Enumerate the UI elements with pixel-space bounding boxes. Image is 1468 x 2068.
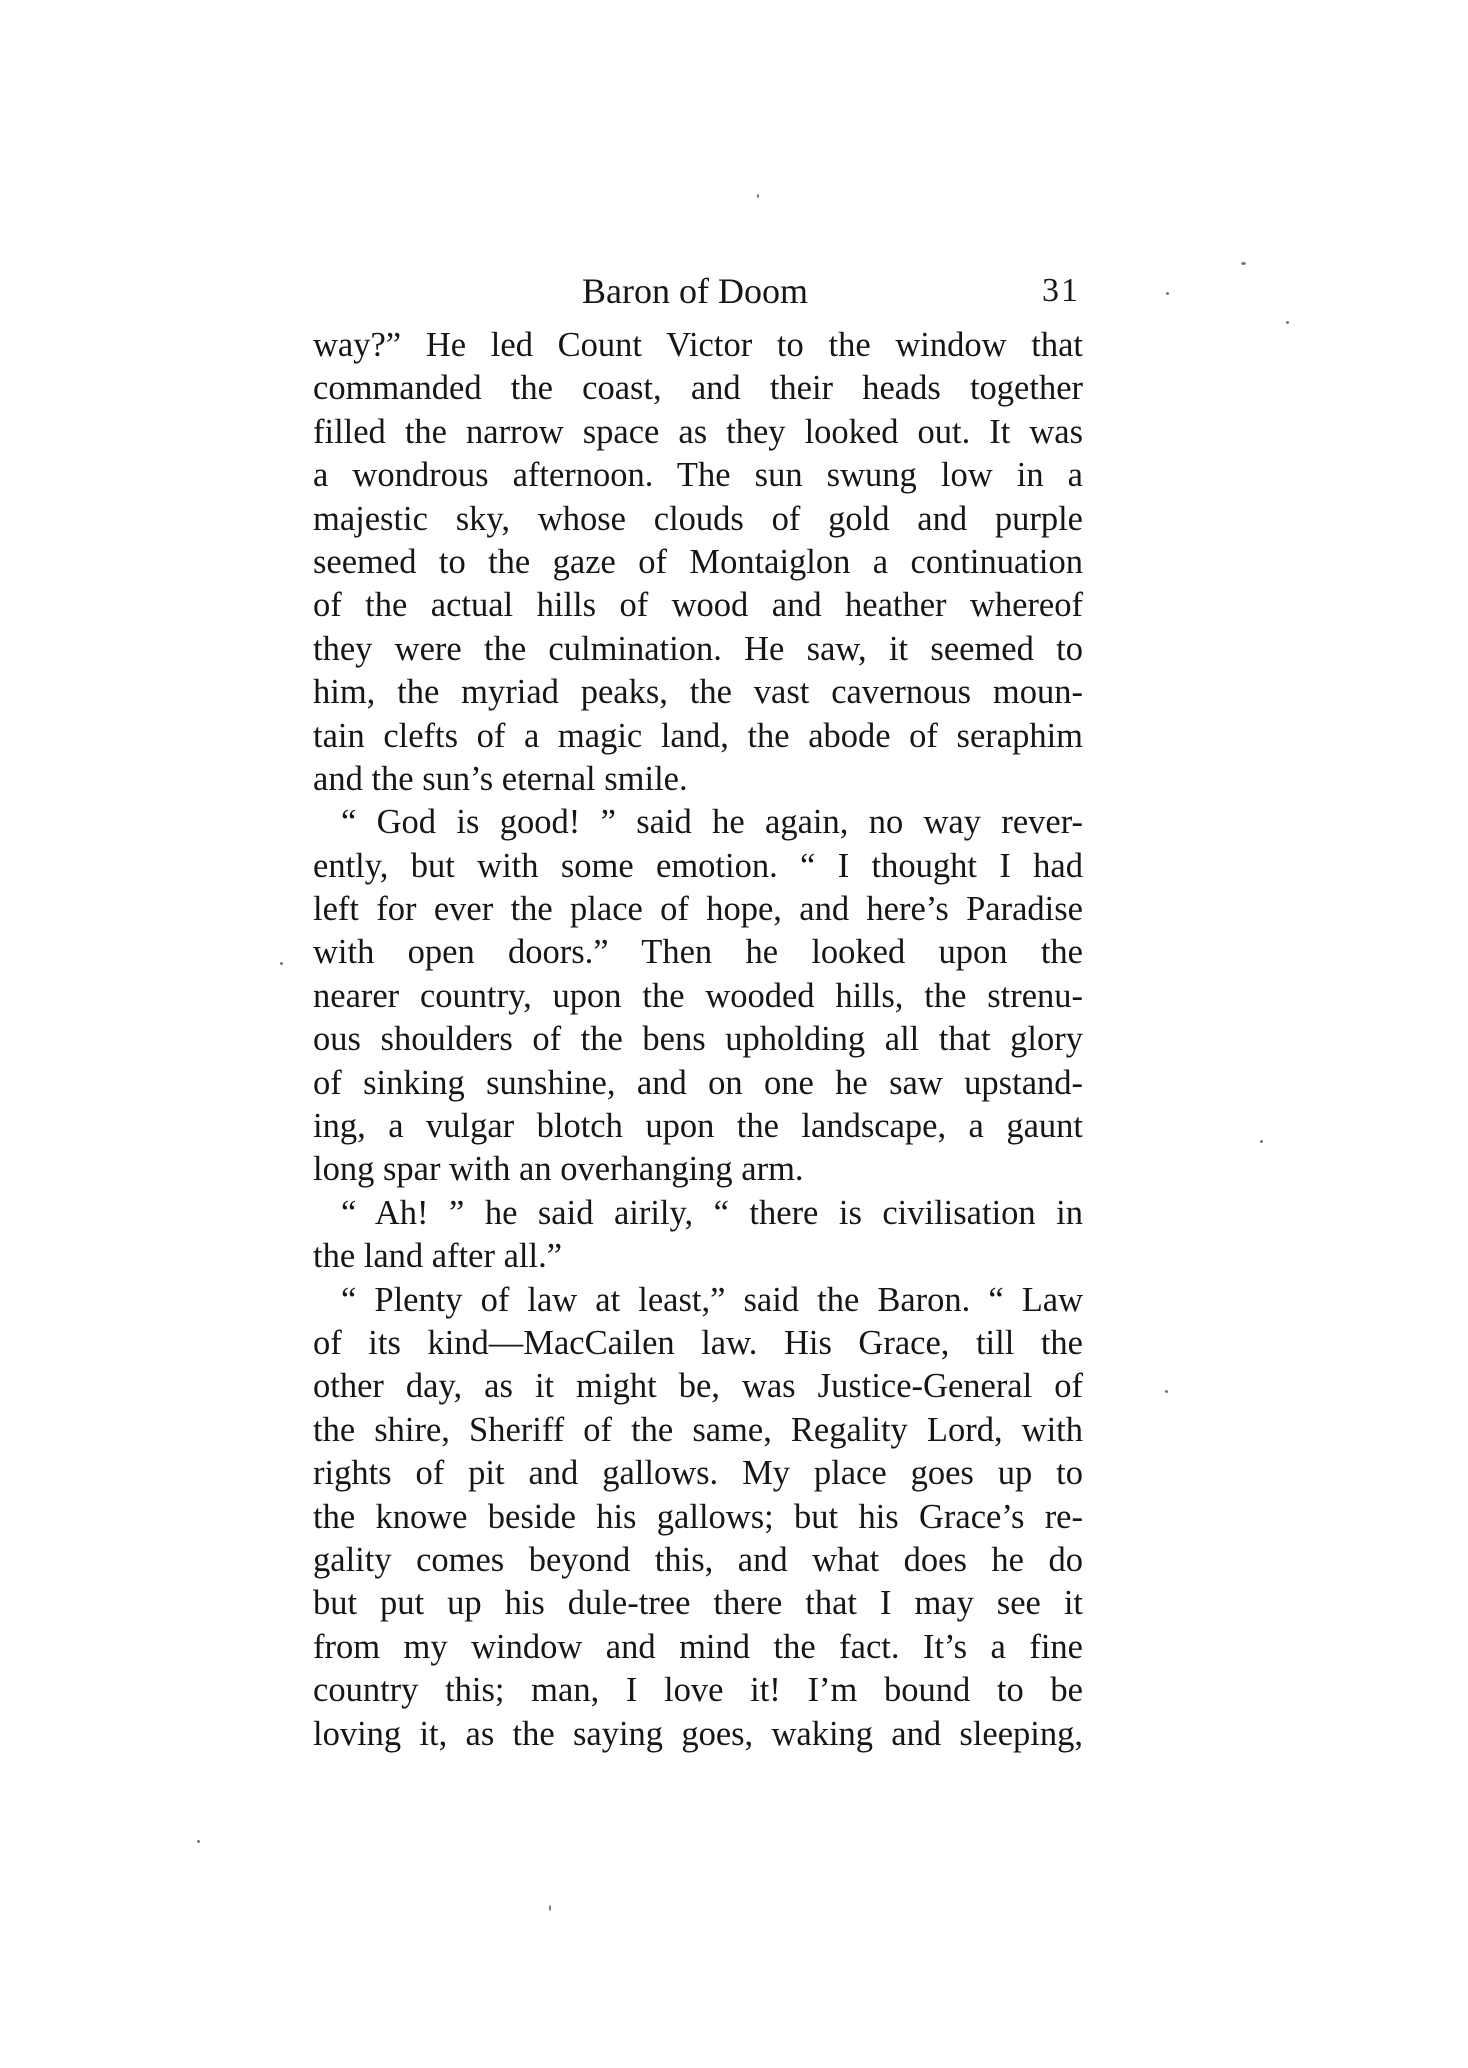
text-line: the shire, Sheriff of the same, Regality Lord, with — [313, 1410, 1083, 1449]
scan-speck — [280, 962, 283, 965]
text-line: rights of pit and gallows. My place goes up to — [313, 1454, 1083, 1493]
text-line: commanded the coast, and their heads together — [313, 369, 1083, 408]
text-line: but put up his dule-tree there that I may see it — [313, 1584, 1083, 1623]
text-line: “ Ah! ” he said airily, “ there is civilisation in — [341, 1193, 1083, 1232]
text-line: with open doors.” Then he looked upon the — [313, 933, 1083, 972]
page-number: 31 — [1042, 272, 1080, 309]
scan-speck — [549, 1905, 551, 1911]
text-line: and the sun’s eternal smile. — [313, 759, 688, 798]
text-line: filled the narrow space as they looked out. It was — [313, 412, 1083, 451]
scan-speck — [1260, 1140, 1263, 1143]
text-line: country this; man, I love it! I’m bound to be — [313, 1671, 1083, 1710]
text-line: “ Plenty of law at least,” said the Baron. “ Law — [341, 1280, 1083, 1319]
text-line: other day, as it might be, was Justice-General of — [313, 1367, 1083, 1406]
text-line: gality comes beyond this, and what does he do — [313, 1540, 1083, 1579]
text-line: seemed to the gaze of Montaiglon a continuation — [313, 542, 1083, 581]
text-line: “ God is good! ” said he again, no way rever- — [341, 803, 1083, 842]
scan-speck — [757, 194, 759, 198]
body-text — [313, 324, 1083, 1756]
text-line: a wondrous afternoon. The sun swung low in a — [313, 456, 1083, 495]
running-head — [310, 270, 1080, 320]
scan-speck — [1241, 262, 1246, 265]
text-line: of sinking sunshine, and on one he saw upstand- — [313, 1063, 1083, 1102]
scan-speck — [1286, 321, 1289, 324]
text-line: way?” He led Count Victor to the window that — [313, 326, 1083, 364]
text-line: the knowe beside his gallows; but his Grace’s re- — [313, 1497, 1083, 1536]
text-line: of the actual hills of wood and heather whereof — [313, 586, 1083, 625]
scan-speck — [197, 1840, 200, 1843]
text-line: tain clefts of a magic land, the abode of seraphim — [313, 716, 1083, 755]
running-title: Baron of Doom — [582, 271, 808, 311]
text-line: nearer country, upon the wooded hills, the strenu- — [313, 976, 1083, 1015]
scan-speck — [1165, 1390, 1168, 1393]
text-line: ing, a vulgar blotch upon the landscape, a gaunt — [313, 1107, 1083, 1146]
text-line: long spar with an overhanging arm. — [313, 1150, 804, 1189]
text-line: of its kind—MacCailen law. His Grace, till the — [313, 1323, 1083, 1362]
text-line: ently, but with some emotion. “ I thought I had — [313, 846, 1083, 885]
text-line: majestic sky, whose clouds of gold and purple — [313, 499, 1083, 538]
text-line: left for ever the place of hope, and here’s Paradise — [313, 890, 1083, 929]
text-line: from my window and mind the fact. It’s a fine — [313, 1627, 1083, 1666]
text-line: they were the culmination. He saw, it seemed to — [313, 629, 1083, 668]
text-line: the land after all.” — [313, 1237, 563, 1276]
text-line: ous shoulders of the bens upholding all that glory — [313, 1020, 1083, 1059]
text-line: him, the myriad peaks, the vast cavernous moun- — [313, 673, 1083, 712]
text-line: loving it, as the saying goes, waking and sleeping, — [313, 1714, 1083, 1753]
scan-speck — [1166, 292, 1169, 295]
